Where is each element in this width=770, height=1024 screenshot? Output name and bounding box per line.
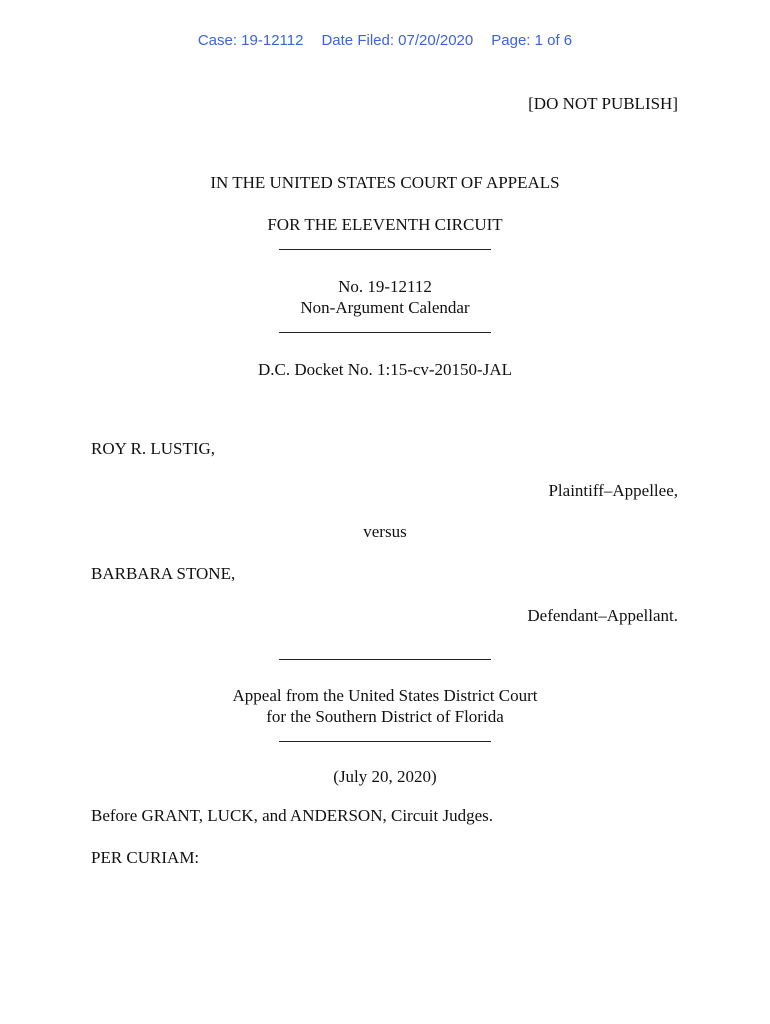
divider-rule [279,659,491,660]
plaintiff-role: Plaintiff–Appellee, [548,481,678,500]
publish-note: [DO NOT PUBLISH] [528,94,678,113]
divider-rule [279,741,491,742]
defendant-name: BARBARA STONE, [91,564,236,583]
panel-judges: Before GRANT, LUCK, and ANDERSON, Circuit Judges. [91,806,493,825]
appeal-number: No. 19-12112 [338,277,432,296]
case-number-stamp: Case: 19-12112 [197,32,304,49]
plaintiff-name: ROY R. LUSTIG, [91,439,216,458]
per-curiam-heading: PER CURIAM: [91,848,200,867]
versus-text: versus [363,522,407,541]
divider-rule [279,249,491,250]
page-count-stamp: Page: 1 of 6 [491,32,573,49]
appeal-source-line2: for the Southern District of Florida [266,707,504,726]
date-filed-stamp: Date Filed: 07/20/2020 [321,32,474,49]
calendar-type: Non-Argument Calendar [300,298,470,317]
court-name-line2: FOR THE ELEVENTH CIRCUIT [267,215,503,234]
filing-stamp [0,32,770,49]
defendant-role: Defendant–Appellant. [527,606,678,625]
docket-number: D.C. Docket No. 1:15-cv-20150-JAL [257,360,512,379]
decision-date: (July 20, 2020) [333,767,437,786]
court-name-line1: IN THE UNITED STATES COURT OF APPEALS [210,173,560,192]
divider-rule [279,332,491,333]
appeal-source-line1: Appeal from the United States District Court [232,686,538,705]
